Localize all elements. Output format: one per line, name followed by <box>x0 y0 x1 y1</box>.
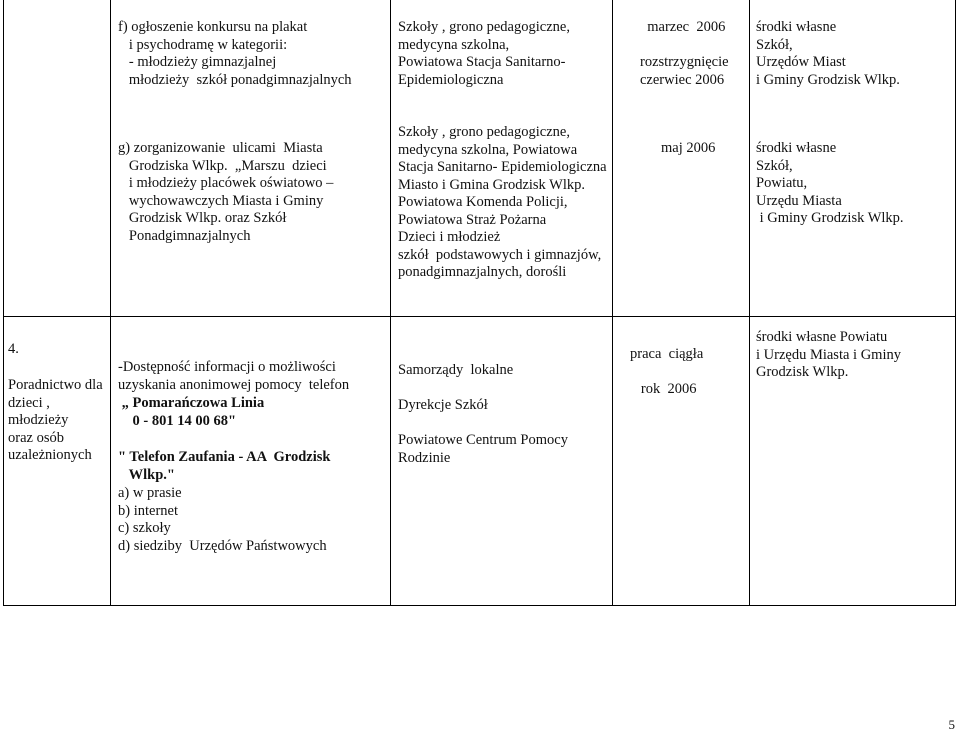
section4-task-phone-orange-line: „ Pomarańczowa Linia 0 - 801 14 00 68" <box>121 395 265 429</box>
row-f-funding: środki własne Szkół, Urzędów Miast i Gminy Grodzisk Wlkp. <box>756 19 900 88</box>
table-border-bottom <box>3 605 956 606</box>
section4-task-list: a) w prasie b) internet c) szkoły d) siedziby Urzędów Państwowych <box>118 485 327 554</box>
row-divider-section4 <box>3 316 956 317</box>
section4-task-intro: -Dostępność informacji o możliwości uzyskania anonimowej pomocy telefon <box>118 359 350 393</box>
table-border-left <box>3 0 4 606</box>
section-title: Poradnictwo dla dzieci , młodzieży oraz osób uzależnionych <box>8 377 103 463</box>
row-f-timing: marzec 2006 rozstrzygnięcie czerwiec 2006 <box>640 19 729 88</box>
section4-task-phone-aa: " Telefon Zaufania - AA Grodzisk Wlkp." <box>118 449 331 483</box>
row-g-task: g) zorganizowanie ulicami Miasta Grodziska Wlkp. „Marszu dzieci i młodzieży placówek oświatowo – wychowawczych Miasta i Gminy Grodzisk Wlkp. oraz Szkół Ponadgimnazjalnych <box>118 140 334 244</box>
row-f-task: f) ogłoszenie konkursu na plakat i psychodramę w kategorii: - młodzieży gimnazjalnej młodzieży szkół ponadgimnazjalnych <box>118 19 352 88</box>
section4-timing: praca ciągła rok 2006 <box>630 346 704 397</box>
row-f-participants: Szkoły , grono pedagogiczne, medycyna szkolna, Powiatowa Stacja Sanitarno- Epidemiologiczna <box>398 19 570 88</box>
table-border-right <box>955 0 956 606</box>
row-g-timing: maj 2006 <box>661 140 716 156</box>
column-divider-4 <box>749 0 750 606</box>
column-divider-3 <box>612 0 613 606</box>
section4-partners: Samorządy lokalne Dyrekcje Szkół Powiatowe Centrum Pomocy Rodzinie <box>398 362 568 466</box>
section-number: 4. <box>8 341 19 357</box>
page-number: 5 <box>948 717 955 732</box>
column-divider-1 <box>110 0 111 606</box>
column-divider-2 <box>390 0 391 606</box>
section4-funding: środki własne Powiatu i Urzędu Miasta i Gminy Grodzisk Wlkp. <box>756 329 901 380</box>
row-g-funding: środki własne Szkół, Powiatu, Urzędu Miasta i Gminy Grodzisk Wlkp. <box>756 140 904 226</box>
row-g-participants: Szkoły , grono pedagogiczne, medycyna szkolna, Powiatowa Stacja Sanitarno- Epidemiologiczna Miasto i Gmina Grodzisk Wlkp. Powiatowa Komenda Policji, Powiatowa Straż Pożarna Dzieci i młodzież szkół podstawowych i gimnazjów, ponadgimnazjalnych, dorośli <box>398 124 607 280</box>
